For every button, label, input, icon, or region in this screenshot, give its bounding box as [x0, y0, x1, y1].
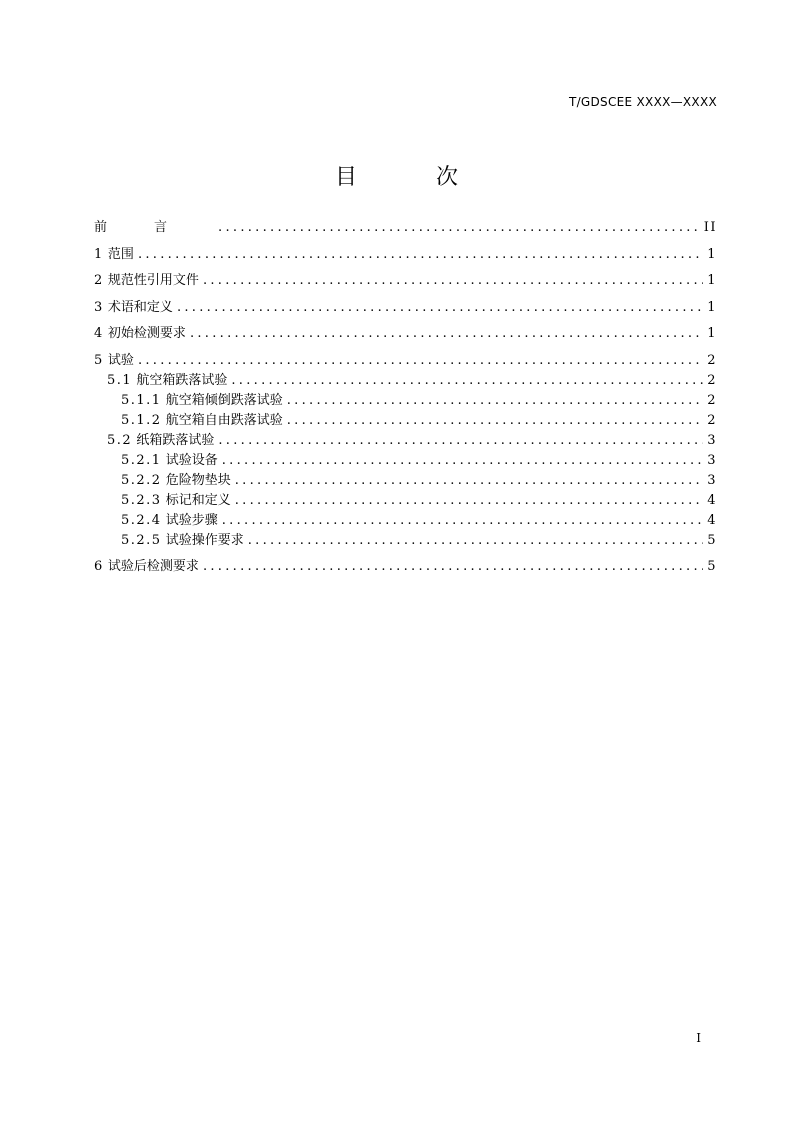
toc-entry-number: 5.1.2: [121, 412, 162, 428]
toc-entry-number: 5.1: [107, 372, 133, 388]
toc-entry-page: 2: [707, 412, 717, 428]
table-of-contents: [94, 218, 717, 577]
page-number: I: [696, 1031, 701, 1045]
toc-entry-4[interactable]: [94, 324, 717, 344]
toc-entry-number: 5.2.4: [121, 512, 162, 528]
toc-entry-page: 4: [707, 492, 717, 508]
toc-entry-label: 试验操作要求: [165, 532, 244, 548]
toc-entry-page: 3: [707, 432, 717, 448]
toc-entry-label: 航空箱跌落试验: [136, 372, 228, 388]
toc-entry-5-2-3[interactable]: [94, 491, 717, 511]
toc-entry-5-2-2[interactable]: [94, 471, 717, 491]
toc-entry-5-2[interactable]: [94, 431, 717, 451]
toc-entry-5-1-2[interactable]: [94, 411, 717, 431]
toc-entry-page: 5: [707, 559, 717, 574]
toc-entry-number: 4: [94, 326, 104, 341]
toc-leader: [138, 351, 703, 371]
toc-entry-number: 1: [94, 246, 104, 262]
toc-entry-label: 航空箱倾倒跌落试验: [165, 392, 283, 408]
toc-entry-preface[interactable]: [94, 218, 717, 238]
toc-leader: [218, 431, 703, 451]
toc-entry-label: 前言: [94, 220, 215, 235]
toc-entry-label: 航空箱自由跌落试验: [165, 412, 283, 428]
toc-entry-label: 试验设备: [165, 452, 218, 468]
toc-entry-page: 3: [707, 452, 717, 468]
toc-leader: [222, 511, 703, 531]
toc-entry-5-1-1[interactable]: [94, 391, 717, 411]
toc-entry-page: 2: [707, 392, 717, 408]
toc-entry-page: 1: [707, 273, 717, 288]
toc-entry-2[interactable]: [94, 271, 717, 291]
toc-entry-label: 标记和定义: [165, 492, 231, 508]
toc-leader: [222, 451, 703, 471]
toc-entry-label: 术语和定义: [107, 299, 173, 315]
toc-entry-number: 5.2.1: [121, 452, 162, 468]
toc-entry-page: II: [703, 220, 717, 235]
toc-leader: [287, 411, 703, 431]
toc-entry-number: 5.2: [107, 432, 133, 448]
toc-leader: [248, 531, 703, 551]
toc-leader: [138, 245, 703, 265]
toc-entry-page: 2: [707, 352, 717, 368]
toc-entry-number: 5: [94, 352, 104, 368]
toc-entry-5-1[interactable]: [94, 371, 717, 391]
toc-entry-label: 范围: [107, 246, 134, 262]
toc-leader: [235, 471, 703, 491]
toc-entry-label: 试验步骤: [165, 512, 218, 528]
toc-entry-label: 初始检测要求: [107, 326, 186, 341]
toc-entry-number: 5.2.3: [121, 492, 162, 508]
toc-entry-5-2-5[interactable]: [94, 531, 717, 551]
toc-entry-number: 5.2.5: [121, 532, 162, 548]
toc-entry-label: 试验后检测要求: [107, 559, 199, 574]
toc-leader: [235, 491, 703, 511]
toc-leader: [203, 557, 703, 577]
toc-entry-page: 3: [707, 472, 717, 488]
toc-title: 目 次: [335, 165, 494, 190]
document-code: T/GDSCEE XXXX—XXXX: [568, 95, 717, 109]
toc-entry-label: 规范性引用文件: [107, 273, 199, 288]
toc-entry-label: 纸箱跌落试验: [136, 432, 215, 448]
toc-entry-5[interactable]: [94, 351, 717, 371]
toc-leader: [203, 271, 703, 291]
toc-leader: [177, 298, 703, 318]
toc-entry-number: 3: [94, 299, 104, 315]
toc-entry-label: 试验: [107, 352, 134, 368]
toc-entry-number: 5.2.2: [121, 472, 162, 488]
toc-entry-number: 2: [94, 273, 104, 288]
toc-entry-1[interactable]: [94, 245, 717, 265]
toc-leader: [190, 324, 703, 344]
toc-entry-page: 1: [707, 246, 717, 262]
toc-leader: [287, 391, 703, 411]
toc-entry-number: 6: [94, 559, 104, 574]
toc-entry-6[interactable]: [94, 557, 717, 577]
toc-entry-label: 危险物垫块: [165, 472, 231, 488]
toc-leader: [218, 218, 700, 238]
toc-entry-page: 2: [707, 372, 717, 388]
toc-entry-page: 4: [707, 512, 717, 528]
toc-entry-number: 5.1.1: [121, 392, 162, 408]
toc-entry-page: 5: [707, 532, 717, 548]
toc-entry-page: 1: [707, 326, 717, 341]
toc-entry-5-2-1[interactable]: [94, 451, 717, 471]
toc-entry-page: 1: [707, 299, 717, 315]
toc-entry-3[interactable]: [94, 298, 717, 318]
toc-leader: [231, 371, 703, 391]
toc-entry-5-2-4[interactable]: [94, 511, 717, 531]
